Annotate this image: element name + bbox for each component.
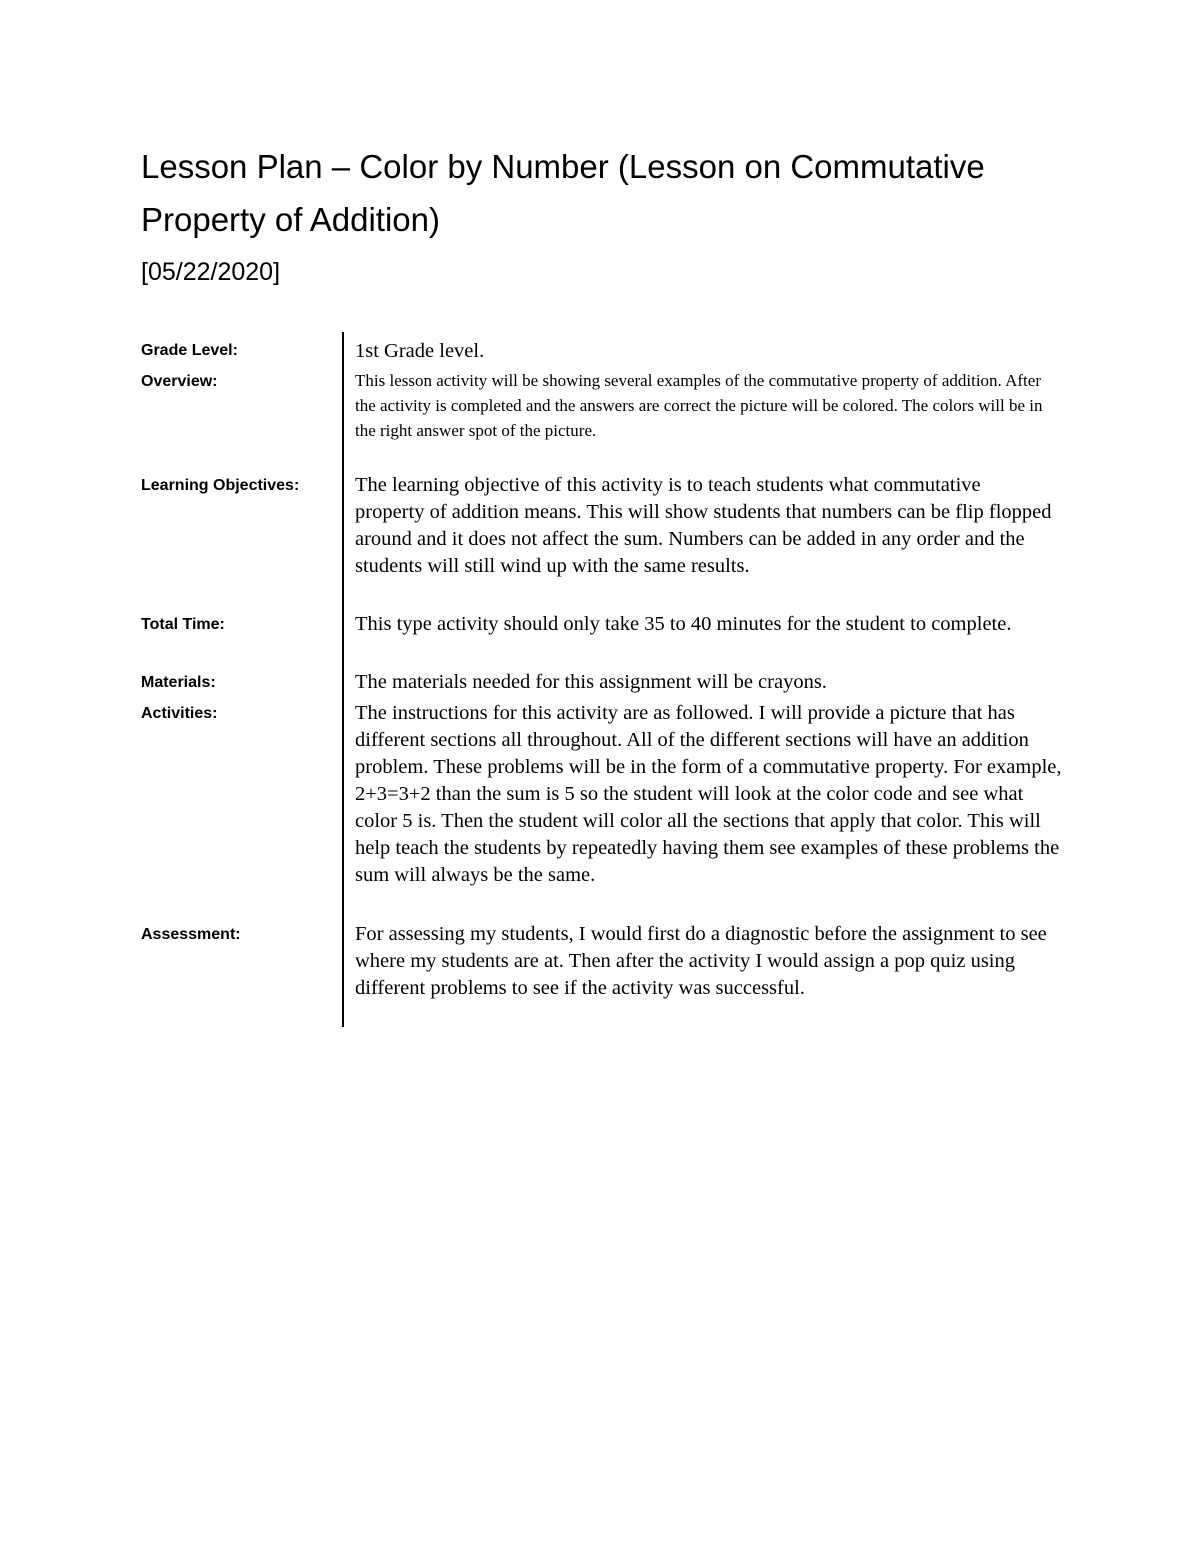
document-title: Lesson Plan – Color by Number (Lesson on Commutative Property of Addition) (141, 148, 985, 238)
grade-level-value: 1st Grade level. (355, 340, 485, 362)
learning-objectives-value: The learning objective of this activity is to teach students what commutative property of addition means. This will show students that numbers can be flip flopped around and it does not affect the sum. Numbers can be added in any order and the students will still wind up with the same results. (355, 474, 1052, 577)
assessment-label: Assessment: (141, 926, 241, 943)
overview-label: Overview: (141, 373, 218, 390)
overview-value: This lesson activity will be showing several examples of the commutative property of addition. After the activity is completed and the answers are correct the picture will be colored. The colors will be in the right answer spot of the picture. (355, 371, 1043, 440)
materials-value: The materials needed for this assignment will be crayons. (355, 671, 827, 693)
total-time-label: Total Time: (141, 616, 225, 633)
total-time-value: This type activity should only take 35 to 40 minutes for the student to complete. (355, 613, 1012, 635)
document-date: [05/22/2020] (141, 258, 281, 286)
grade-level-label: Grade Level: (141, 342, 238, 359)
activities-label: Activities: (141, 705, 218, 722)
column-divider (342, 332, 344, 1027)
materials-label: Materials: (141, 674, 216, 691)
assessment-value: For assessing my students, I would first do a diagnostic before the assignment to see where my students are at. Then after the activity I would assign a pop quiz using different problems to see if the activity was successful. (355, 923, 1047, 999)
activities-value: The instructions for this activity are as followed. I will provide a picture that has different sections all throughout. All of the different sections will have an addition problem. These problems will be in the form of a commutative property. For example, 2+3=3+2 than the sum is 5 so the student will look at the color code and see what color 5 is. Then the student will color all the sections that apply that color. This will help teach the students by repeatedly having them see examples of these problems the sum will always be the same. (355, 702, 1062, 886)
learning-objectives-label: Learning Objectives: (141, 477, 300, 494)
